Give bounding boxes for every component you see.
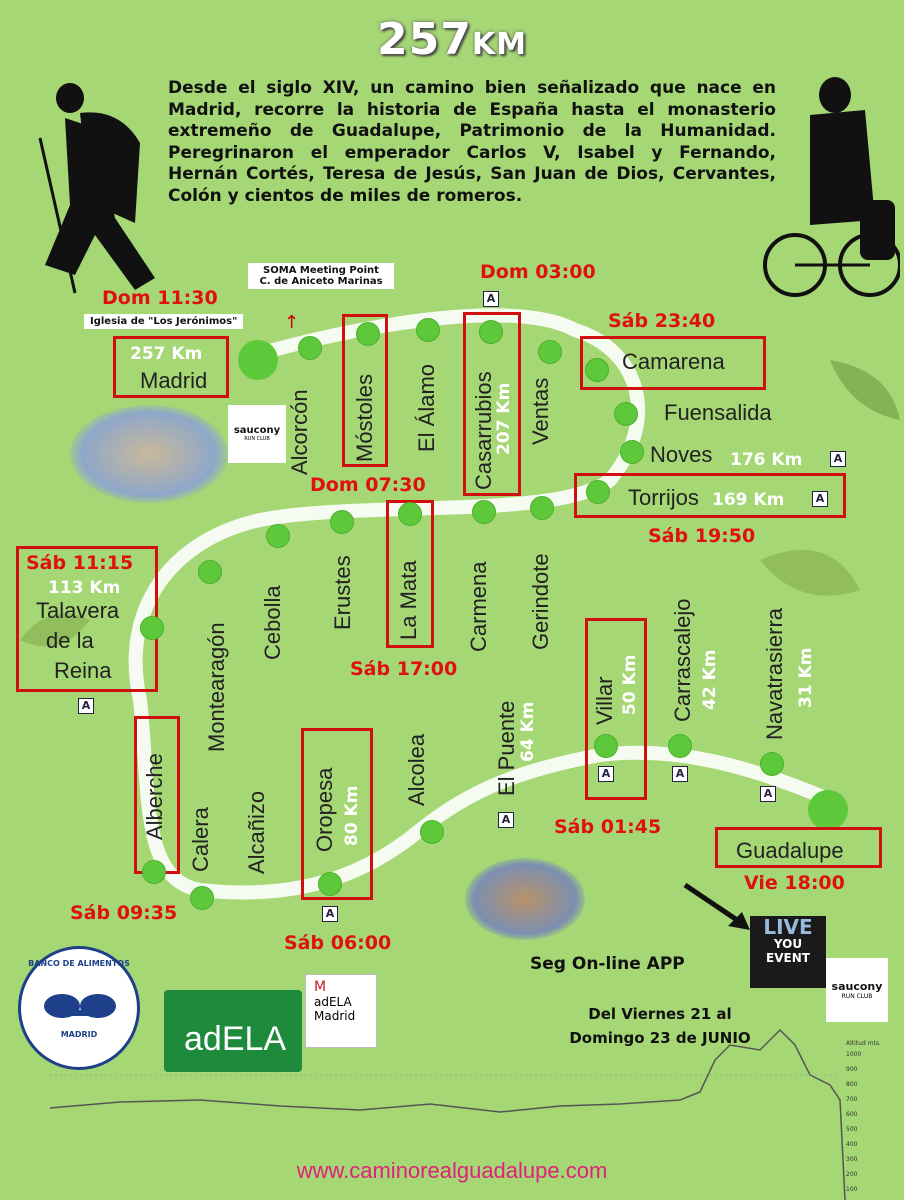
altitude-tick: 100 — [846, 1186, 858, 1193]
adela-logo — [164, 990, 302, 1072]
live-line2: YOU — [773, 937, 803, 951]
town-carrascalejo: Carrascalejo — [670, 598, 695, 722]
km-elpuente: 64 Km — [518, 701, 538, 762]
point-villar — [594, 734, 618, 758]
altitude-tick: 200 — [846, 1171, 858, 1178]
point-talavera — [140, 616, 164, 640]
albergue-icon: A — [830, 451, 846, 467]
altitude-tick: 400 — [846, 1141, 858, 1148]
altitude-tick: 900 — [846, 1066, 858, 1073]
km-oropesa: 80 Km — [342, 785, 362, 846]
point-alamo — [416, 318, 440, 342]
town-talavera-3: Reina — [54, 658, 112, 683]
town-noves: Noves — [650, 442, 713, 467]
albergue-icon: A — [322, 906, 338, 922]
hiker-silhouette-icon — [20, 78, 170, 298]
time-sab1115: Sáb 11:15 — [26, 552, 134, 574]
intro-text: Desde el siglo XIV, un camino bien señalizado que nace en Madrid, recorre la historia de España hasta el monasterio extremeño de Guadalupe, Patrimonio de la Humanidad. Peregrinaron el emperador Carlos V, Isabel y Fernando, Hernán Cortés, Teresa de Jesús, San Juan de Dios, Cervantes, Colón y cientos de miles de romeros. — [168, 78, 776, 206]
seg-online-label: Seg On-line APP — [530, 954, 685, 974]
town-alcolea: Alcolea — [404, 733, 429, 806]
time-sab0145: Sáb 01:45 — [554, 816, 662, 838]
town-gerindote: Gerindote — [528, 553, 553, 650]
banco-top: BANCO DE ALIMENTOS — [28, 959, 130, 968]
point-guadalupe — [808, 790, 848, 830]
point-lamata — [398, 502, 422, 526]
saucony-brand: saucony — [831, 980, 883, 993]
km-madrid: 257 Km — [130, 344, 203, 364]
banco-alimentos-logo — [18, 946, 140, 1070]
dates-text — [540, 1002, 780, 1050]
albergue-icon: A — [672, 766, 688, 782]
saucony-sub: RUN CLUB — [841, 993, 873, 1000]
liveyouevent-logo[interactable] — [750, 916, 826, 988]
km-talavera: 113 Km — [48, 578, 121, 598]
point-cebolla — [266, 524, 290, 548]
saucony-logo-bottom — [826, 958, 888, 1022]
altitude-tick: 300 — [846, 1156, 858, 1163]
live-line3: EVENT — [766, 951, 810, 965]
point-navatrasierra — [760, 752, 784, 776]
title-unit: KM — [471, 27, 527, 62]
albergue-icon: A — [483, 291, 499, 307]
town-talavera-2: de la — [46, 628, 94, 653]
time-sab0600: Sáb 06:00 — [284, 932, 392, 954]
arrow-icon: ↑ — [284, 312, 300, 333]
guadalupe-photo — [465, 858, 585, 940]
km-navatrasierra: 31 Km — [796, 647, 816, 708]
albergue-icon: A — [498, 812, 514, 828]
point-camarena — [585, 358, 609, 382]
point-calera — [190, 886, 214, 910]
town-alamo: El Álamo — [414, 363, 439, 452]
dates-line2: Domingo 23 de JUNIO — [569, 1029, 751, 1047]
adela-small2: Madrid — [314, 1009, 356, 1023]
puerta-alcala-photo — [70, 405, 228, 503]
title-number: 257 — [377, 14, 472, 65]
point-alberche — [142, 860, 166, 884]
arrow-icon — [680, 880, 760, 940]
point-alcolea — [420, 820, 444, 844]
km-villar: 50 Km — [620, 654, 640, 715]
birds-icon — [34, 976, 124, 1026]
adela-m-icon: M — [314, 979, 327, 995]
point-fuensalida — [614, 402, 638, 426]
town-alberche: Alberche — [142, 753, 167, 840]
adela-madrid-logo — [305, 974, 377, 1048]
point-gerindote — [530, 496, 554, 520]
soma-line2: C. de Aniceto Marinas — [259, 276, 383, 287]
saucony-brand: saucony — [233, 425, 281, 436]
point-casarrubios — [479, 320, 503, 344]
altitude-label: Altitud mts. — [846, 1040, 881, 1047]
town-alcanizo: Alcañizo — [244, 790, 269, 874]
banco-bottom: MADRID — [60, 1030, 98, 1039]
page-title — [0, 14, 904, 65]
point-ventas — [538, 340, 562, 364]
albergue-icon: A — [78, 698, 94, 714]
point-montearagon — [198, 560, 222, 584]
adela-big-text: adELA — [184, 1020, 287, 1058]
point-madrid — [238, 340, 278, 380]
town-calera: Calera — [188, 807, 213, 872]
soma-label — [248, 263, 394, 289]
iglesia-label: Iglesia de "Los Jerónimos" — [84, 314, 243, 329]
town-cebolla: Cebolla — [260, 585, 285, 660]
point-erustes — [330, 510, 354, 534]
albergue-icon: A — [760, 786, 776, 802]
town-guadalupe: Guadalupe — [736, 838, 844, 863]
town-casarrubios: Casarrubios — [471, 371, 496, 490]
time-vie1800: Vie 18:00 — [744, 872, 845, 894]
altitude-tick: 700 — [846, 1096, 858, 1103]
town-talavera-1: Talavera — [36, 598, 120, 623]
website-link[interactable]: www.caminorealguadalupe.com — [296, 1158, 608, 1183]
point-oropesa — [318, 872, 342, 896]
point-carmena — [472, 500, 496, 524]
time-sab2340: Sáb 23:40 — [608, 310, 716, 332]
town-erustes: Erustes — [330, 555, 355, 630]
time-sab0935: Sáb 09:35 — [70, 902, 178, 924]
albergue-icon: A — [598, 766, 614, 782]
town-mostoles: Móstoles — [352, 373, 377, 462]
km-casarrubios: 207 Km — [494, 382, 514, 455]
albergue-icon: A — [812, 491, 828, 507]
km-carrascalejo: 42 Km — [700, 649, 720, 710]
time-madrid: Dom 11:30 — [102, 287, 218, 309]
town-fuensalida: Fuensalida — [664, 400, 772, 425]
time-sab1700: Sáb 17:00 — [350, 658, 458, 680]
km-torrijos: 169 Km — [712, 490, 785, 510]
town-torrijos: Torrijos — [628, 485, 699, 510]
saucony-logo-top — [228, 405, 286, 463]
live-line1: LIVE — [763, 915, 813, 939]
town-madrid: Madrid — [140, 368, 208, 393]
cyclist-silhouette-icon — [750, 70, 900, 300]
town-lamata: La Mata — [396, 560, 421, 640]
town-camarena: Camarena — [622, 349, 725, 374]
dates-line1: Del Viernes 21 al — [588, 1005, 732, 1023]
adela-small1: adELA — [314, 995, 352, 1009]
town-montearagon: Montearagón — [204, 622, 229, 752]
point-mostoles — [356, 322, 380, 346]
altitude-tick: 500 — [846, 1126, 858, 1133]
town-carmena: Carmena — [466, 561, 491, 652]
soma-line1: SOMA Meeting Point — [263, 265, 379, 276]
altitude-tick: 1000 — [846, 1051, 862, 1058]
time-dom0730: Dom 07:30 — [310, 474, 426, 496]
town-elpuente: El Puente — [494, 700, 519, 796]
point-torrijos — [586, 480, 610, 504]
altitude-tick: 800 — [846, 1081, 858, 1088]
km-noves: 176 Km — [730, 450, 803, 470]
saucony-sub: RUN CLUB — [244, 436, 270, 442]
point-alcorcon — [298, 336, 322, 360]
time-sab1950: Sáb 19:50 — [648, 525, 756, 547]
point-noves — [620, 440, 644, 464]
town-villar: Villar — [592, 676, 617, 725]
town-ventas: Ventas — [528, 377, 553, 445]
town-alcorcon: Alcorcón — [287, 389, 312, 475]
torrijos-box — [574, 473, 846, 518]
time-dom0300: Dom 03:00 — [480, 261, 596, 283]
altitude-tick: 600 — [846, 1111, 858, 1118]
point-carrascalejo — [668, 734, 692, 758]
town-oropesa: Oropesa — [312, 767, 337, 852]
town-navatrasierra: Navatrasierra — [762, 607, 787, 740]
